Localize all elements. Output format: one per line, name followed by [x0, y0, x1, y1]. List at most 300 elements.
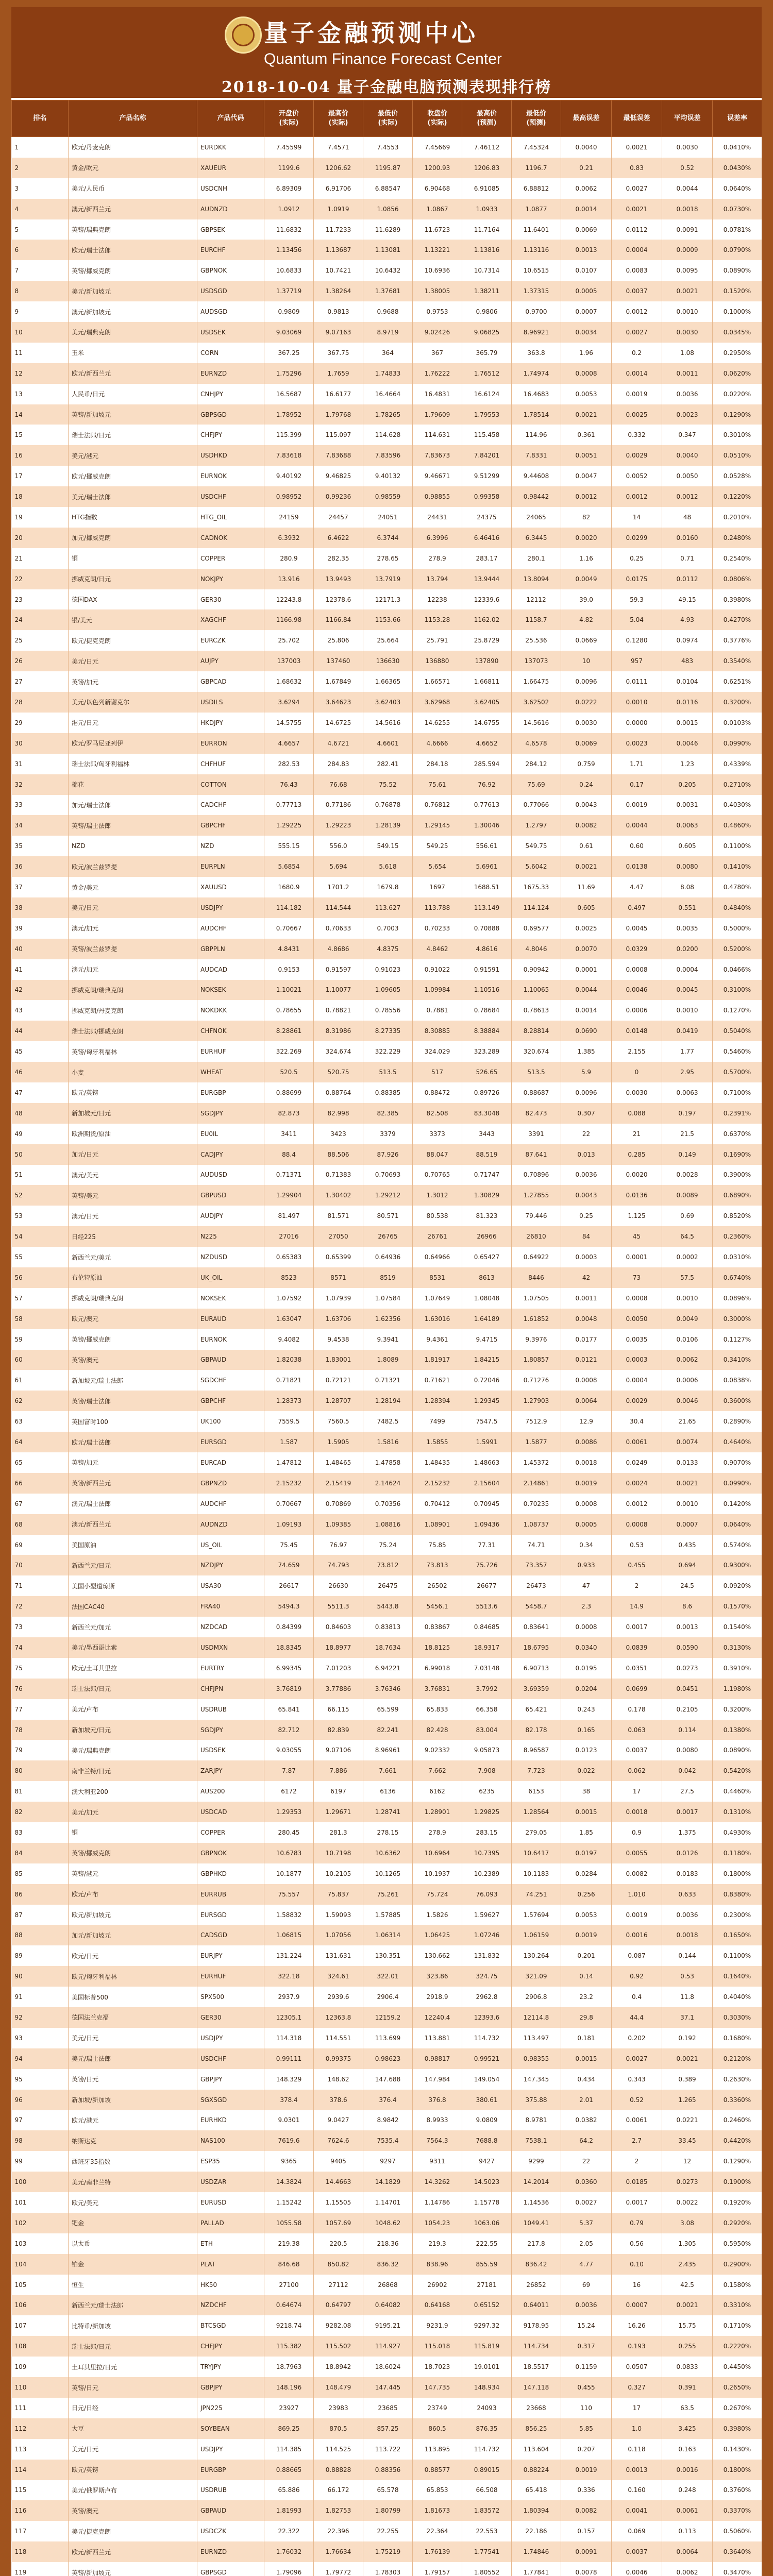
low-error-cell: 0.2	[612, 343, 662, 363]
low-forecast-cell: 8.96921	[512, 322, 561, 343]
low-error-cell: 0.0138	[612, 856, 662, 877]
product-code-cell: GBPCHF	[197, 815, 264, 836]
rank-cell: 10	[12, 322, 69, 343]
high-forecast-cell: 5.6961	[462, 856, 512, 877]
high-actual-cell: 115.502	[314, 2336, 363, 2357]
table-row	[12, 1021, 762, 1041]
close-actual-cell: 0.70233	[413, 918, 462, 939]
avg-error-cell: 0.0080	[662, 1740, 713, 1760]
product-code-cell: UK_OIL	[197, 1267, 264, 1288]
high-error-cell: 0.0049	[561, 569, 612, 589]
rank-cell: 60	[12, 1350, 69, 1370]
table-row	[12, 2048, 762, 2069]
table-row	[12, 1206, 762, 1226]
error-rate-cell: 0.4420%	[713, 2130, 762, 2151]
rank-cell: 32	[12, 774, 69, 795]
close-actual-cell: 0.76812	[413, 795, 462, 816]
close-actual-cell: 65.853	[413, 2480, 462, 2501]
product-name-cell: 人民币/日元	[69, 384, 197, 404]
high-forecast-cell: 0.65152	[462, 2295, 512, 2316]
product-code-cell: EURRUB	[197, 1884, 264, 1905]
column-header: 最低价 (预测)	[512, 100, 561, 137]
product-name-cell: 美元/俄罗斯卢布	[69, 2480, 197, 2501]
product-name-cell: 钯金	[69, 2213, 197, 2233]
high-forecast-cell: 7.84201	[462, 445, 512, 466]
high-forecast-cell: 1.77541	[462, 2541, 512, 2562]
product-code-cell: EURDKK	[197, 137, 264, 158]
high-actual-cell: 1057.69	[314, 2213, 363, 2233]
product-name-cell: 英镑/美元	[69, 1185, 197, 1206]
product-code-cell: GBPNOK	[197, 1843, 264, 1863]
rank-cell: 1	[12, 137, 69, 158]
close-actual-cell: 6.3996	[413, 528, 462, 548]
high-forecast-cell: 8613	[462, 1267, 512, 1288]
open-actual-cell: 0.9153	[264, 959, 314, 980]
low-forecast-cell: 1.57694	[512, 1905, 561, 1925]
close-actual-cell: 88.047	[413, 1144, 462, 1165]
low-actual-cell: 322.01	[363, 1966, 413, 1987]
error-rate-cell: 0.0620%	[713, 363, 762, 384]
avg-error-cell: 0.0028	[662, 1165, 713, 1185]
error-rate-cell: 0.3010%	[713, 425, 762, 445]
open-actual-cell: 6.89309	[264, 178, 314, 199]
product-code-cell: NZDCHF	[197, 2295, 264, 2316]
close-actual-cell: 75.85	[413, 1535, 462, 1555]
high-error-cell: 0.0382	[561, 2110, 612, 2131]
product-name-cell: 欧元/英镑	[69, 1082, 197, 1103]
low-actual-cell: 549.15	[363, 836, 413, 856]
open-actual-cell: 520.5	[264, 1062, 314, 1082]
high-actual-cell: 7624.6	[314, 2130, 363, 2151]
product-name-cell: 欧元/卢布	[69, 1884, 197, 1905]
low-actual-cell: 5.618	[363, 856, 413, 877]
high-forecast-cell: 222.55	[462, 2233, 512, 2254]
product-name-cell: 美元/港元	[69, 445, 197, 466]
high-actual-cell: 131.631	[314, 1945, 363, 1966]
high-error-cell: 42	[561, 1267, 612, 1288]
high-actual-cell: 1701.2	[314, 877, 363, 897]
high-actual-cell: 0.91597	[314, 959, 363, 980]
low-forecast-cell: 74.251	[512, 1884, 561, 1905]
rank-cell: 12	[12, 363, 69, 384]
table-row	[12, 2521, 762, 2541]
product-name-cell: 英镑/日元	[69, 2377, 197, 2398]
low-error-cell: 0.0019	[612, 1905, 662, 1925]
high-error-cell: 0.0082	[561, 2500, 612, 2521]
high-forecast-cell: 1.08048	[462, 1288, 512, 1309]
open-actual-cell: 0.65383	[264, 1247, 314, 1267]
product-code-cell: EURSGD	[197, 1905, 264, 1925]
product-name-cell: 美元/瑞士法郎	[69, 486, 197, 507]
table-row	[12, 507, 762, 528]
product-name-cell: 澳元/瑞士法郎	[69, 1494, 197, 1514]
open-actual-cell: 0.71371	[264, 1165, 314, 1185]
low-actual-cell: 0.64082	[363, 2295, 413, 2316]
table-row	[12, 2439, 762, 2460]
table-row	[12, 733, 762, 754]
high-actual-cell: 5.694	[314, 856, 363, 877]
error-rate-cell: 0.2920%	[713, 2213, 762, 2233]
table-row	[12, 1124, 762, 1144]
avg-error-cell: 49.15	[662, 589, 713, 610]
avg-error-cell: 0.205	[662, 774, 713, 795]
high-forecast-cell: 7688.8	[462, 2130, 512, 2151]
high-forecast-cell: 22.553	[462, 2521, 512, 2541]
product-name-cell: 欧元/瑞士法郎	[69, 240, 197, 260]
low-error-cell: 0.0021	[612, 137, 662, 158]
high-error-cell: 0.0036	[561, 1165, 612, 1185]
high-error-cell: 0.0096	[561, 1082, 612, 1103]
error-rate-cell: 0.5000%	[713, 918, 762, 939]
high-error-cell: 0.0107	[561, 260, 612, 281]
high-forecast-cell: 4.8616	[462, 939, 512, 959]
product-code-cell: EURPLN	[197, 856, 264, 877]
low-forecast-cell: 1.37315	[512, 281, 561, 301]
rank-cell: 62	[12, 1391, 69, 1411]
high-actual-cell: 9.07163	[314, 322, 363, 343]
high-actual-cell: 115.097	[314, 425, 363, 445]
product-code-cell: PALLAD	[197, 2213, 264, 2233]
table-row	[12, 2275, 762, 2295]
low-forecast-cell: 2906.8	[512, 1987, 561, 2007]
rank-cell: 79	[12, 1740, 69, 1760]
low-forecast-cell: 1675.33	[512, 877, 561, 897]
avg-error-cell: 21.65	[662, 1411, 713, 1432]
rank-cell: 95	[12, 2069, 69, 2090]
table-row	[12, 1391, 762, 1411]
open-actual-cell: 1.75296	[264, 363, 314, 384]
low-error-cell: 0.0020	[612, 1165, 662, 1185]
rank-cell: 7	[12, 260, 69, 281]
avg-error-cell: 0.0050	[662, 466, 713, 486]
avg-error-cell: 0.0590	[662, 1637, 713, 1658]
open-actual-cell: 1.587	[264, 1432, 314, 1452]
avg-error-cell: 2.435	[662, 2254, 713, 2275]
low-forecast-cell: 1.74974	[512, 363, 561, 384]
high-error-cell: 1.85	[561, 1822, 612, 1843]
low-forecast-cell: 6.90713	[512, 1658, 561, 1679]
low-error-cell: 0.0023	[612, 733, 662, 754]
low-error-cell: 14	[612, 507, 662, 528]
close-actual-cell: 5456.1	[413, 1596, 462, 1617]
open-actual-cell: 82.712	[264, 1720, 314, 1740]
rank-cell: 17	[12, 466, 69, 486]
open-actual-cell: 23927	[264, 2398, 314, 2418]
high-error-cell: 0.243	[561, 1699, 612, 1720]
error-rate-cell: 0.0220%	[713, 384, 762, 404]
column-header: 排名	[12, 100, 69, 137]
table-row	[12, 856, 762, 877]
high-actual-cell: 11.7233	[314, 219, 363, 240]
low-forecast-cell: 375.88	[512, 2090, 561, 2110]
error-rate-cell: 0.3640%	[713, 2541, 762, 2562]
product-code-cell: NOKSEK	[197, 980, 264, 1001]
high-forecast-cell: 149.054	[462, 2069, 512, 2090]
open-actual-cell: 1.79096	[264, 2562, 314, 2576]
low-forecast-cell: 11.6401	[512, 219, 561, 240]
low-actual-cell: 113.627	[363, 897, 413, 918]
product-code-cell: UK100	[197, 1411, 264, 1432]
rank-cell: 92	[12, 2007, 69, 2028]
low-error-cell: 0.0037	[612, 1740, 662, 1760]
high-error-cell: 0.0121	[561, 1350, 612, 1370]
close-actual-cell: 860.5	[413, 2418, 462, 2439]
avg-error-cell: 64.5	[662, 1226, 713, 1247]
low-error-cell: 0.0507	[612, 2357, 662, 2377]
close-actual-cell: 1.63016	[413, 1309, 462, 1329]
high-error-cell: 0.201	[561, 1945, 612, 1966]
high-error-cell: 82	[561, 507, 612, 528]
low-forecast-cell: 74.71	[512, 1535, 561, 1555]
product-name-cell: 瑞士法郎/挪威克朗	[69, 1021, 197, 1041]
table-row	[12, 1062, 762, 1082]
avg-error-cell: 2.95	[662, 1062, 713, 1082]
rank-cell: 33	[12, 795, 69, 816]
low-error-cell: 0.25	[612, 548, 662, 569]
close-actual-cell: 1.38005	[413, 281, 462, 301]
error-rate-cell: 0.4780%	[713, 877, 762, 897]
rank-cell: 86	[12, 1884, 69, 1905]
error-rate-cell: 0.1127%	[713, 1329, 762, 1350]
avg-error-cell: 15.75	[662, 2315, 713, 2336]
open-actual-cell: 10.1877	[264, 1863, 314, 1884]
table-row	[12, 2377, 762, 2398]
error-rate-cell: 0.2391%	[713, 1103, 762, 1124]
high-error-cell: 0.0360	[561, 2172, 612, 2192]
close-actual-cell: 11.6723	[413, 219, 462, 240]
low-forecast-cell: 0.70896	[512, 1165, 561, 1185]
open-actual-cell: 65.841	[264, 1699, 314, 1720]
high-actual-cell: 1.07056	[314, 1925, 363, 1945]
high-error-cell: 0.0019	[561, 1473, 612, 1494]
low-error-cell: 0.0055	[612, 1843, 662, 1863]
low-actual-cell: 8.9719	[363, 322, 413, 343]
low-forecast-cell: 1.28564	[512, 1802, 561, 1822]
high-error-cell: 0.0053	[561, 384, 612, 404]
product-name-cell: 英镑/挪威克朗	[69, 1843, 197, 1863]
avg-error-cell: 0.0064	[662, 2541, 713, 2562]
product-name-cell: 英镑/澳元	[69, 2500, 197, 2521]
product-code-cell: USDCNH	[197, 178, 264, 199]
low-actual-cell: 24051	[363, 507, 413, 528]
error-rate-cell: 0.1290%	[713, 2151, 762, 2172]
close-actual-cell: 9311	[413, 2151, 462, 2172]
error-rate-cell: 0.3470%	[713, 2562, 762, 2576]
high-actual-cell: 12378.6	[314, 589, 363, 610]
rank-cell: 61	[12, 1370, 69, 1391]
low-forecast-cell: 1.61852	[512, 1309, 561, 1329]
high-actual-cell: 7.4571	[314, 137, 363, 158]
product-name-cell: 加元/新加坡元	[69, 1925, 197, 1945]
product-name-cell: 美元/瑞士法郎	[69, 2048, 197, 2069]
rank-cell: 102	[12, 2213, 69, 2233]
rank-cell: 68	[12, 1514, 69, 1535]
product-name-cell: 新加坡/新加坡	[69, 2090, 197, 2110]
error-rate-cell: 0.5420%	[713, 1760, 762, 1781]
product-code-cell: CHFHUF	[197, 754, 264, 774]
open-actual-cell: 131.224	[264, 1945, 314, 1966]
avg-error-cell: 0.0021	[662, 1473, 713, 1494]
low-actual-cell: 0.71321	[363, 1370, 413, 1391]
table-row	[12, 1411, 762, 1432]
high-error-cell: 0.022	[561, 1760, 612, 1781]
error-rate-cell: 0.0730%	[713, 199, 762, 219]
high-error-cell: 0.0007	[561, 301, 612, 322]
open-actual-cell: 18.7963	[264, 2357, 314, 2377]
low-actual-cell: 513.5	[363, 1062, 413, 1082]
high-error-cell: 0.0123	[561, 1740, 612, 1760]
rank-cell: 49	[12, 1124, 69, 1144]
high-actual-cell: 870.5	[314, 2418, 363, 2439]
high-actual-cell: 850.82	[314, 2254, 363, 2275]
close-actual-cell: 73.813	[413, 1555, 462, 1575]
low-forecast-cell: 1.27855	[512, 1185, 561, 1206]
close-actual-cell: 75.61	[413, 774, 462, 795]
product-code-cell: SGDJPY	[197, 1720, 264, 1740]
high-actual-cell: 0.99236	[314, 486, 363, 507]
product-name-cell: 玉米	[69, 343, 197, 363]
high-forecast-cell: 6.46416	[462, 528, 512, 548]
product-name-cell: NZD	[69, 836, 197, 856]
product-code-cell: EURSGD	[197, 1432, 264, 1452]
table-row	[12, 1740, 762, 1760]
low-actual-cell: 12159.2	[363, 2007, 413, 2028]
error-rate-cell: 0.0890%	[713, 1740, 762, 1760]
table-row	[12, 1432, 762, 1452]
error-rate-cell: 0.2120%	[713, 2048, 762, 2069]
rank-cell: 13	[12, 384, 69, 404]
low-forecast-cell: 10.1183	[512, 1863, 561, 1884]
product-code-cell: JPN225	[197, 2398, 264, 2418]
low-actual-cell: 278.65	[363, 548, 413, 569]
low-actual-cell: 26475	[363, 1575, 413, 1596]
rank-cell: 28	[12, 692, 69, 713]
low-forecast-cell: 75.69	[512, 774, 561, 795]
low-error-cell: 0.0148	[612, 1021, 662, 1041]
high-actual-cell: 24457	[314, 507, 363, 528]
product-name-cell: 英镑/新西兰元	[69, 1473, 197, 1494]
low-forecast-cell: 114.734	[512, 2336, 561, 2357]
close-actual-cell: 0.91022	[413, 959, 462, 980]
high-actual-cell: 1.38264	[314, 281, 363, 301]
table-row	[12, 2192, 762, 2213]
product-code-cell: EURTRY	[197, 1658, 264, 1679]
rank-cell: 30	[12, 733, 69, 754]
product-name-cell: 新加坡元/瑞士法郎	[69, 1370, 197, 1391]
table-row	[12, 486, 762, 507]
low-actual-cell: 1195.87	[363, 158, 413, 178]
high-error-cell: 0.0064	[561, 1391, 612, 1411]
high-error-cell: 0.0177	[561, 1329, 612, 1350]
table-body	[12, 137, 762, 2576]
table-row	[12, 1555, 762, 1575]
high-actual-cell: 284.83	[314, 754, 363, 774]
product-name-cell: 英镑/新加坡元	[69, 2562, 197, 2576]
close-actual-cell: 10.6936	[413, 260, 462, 281]
low-forecast-cell: 114.96	[512, 425, 561, 445]
low-error-cell: 957	[612, 651, 662, 671]
low-error-cell: 0.0027	[612, 178, 662, 199]
error-rate-cell: 0.0345%	[713, 322, 762, 343]
table-row	[12, 260, 762, 281]
error-rate-cell: 0.3760%	[713, 2480, 762, 2501]
close-actual-cell: 115.018	[413, 2336, 462, 2357]
high-actual-cell: 22.396	[314, 2521, 363, 2541]
high-forecast-cell: 113.149	[462, 897, 512, 918]
product-name-cell: 美元/新加坡元	[69, 281, 197, 301]
high-forecast-cell: 26677	[462, 1575, 512, 1596]
table-row	[12, 1925, 762, 1945]
low-error-cell: 0.0017	[612, 2192, 662, 2213]
high-actual-cell: 9.46825	[314, 466, 363, 486]
product-code-cell: USDRUB	[197, 2480, 264, 2501]
low-actual-cell: 0.76878	[363, 795, 413, 816]
low-error-cell: 0.0008	[612, 959, 662, 980]
avg-error-cell: 0.0015	[662, 713, 713, 733]
product-code-cell: GBPNZD	[197, 1473, 264, 1494]
rank-cell: 97	[12, 2110, 69, 2131]
high-error-cell: 0.0082	[561, 815, 612, 836]
low-forecast-cell: 3391	[512, 1124, 561, 1144]
product-name-cell: 布伦特原油	[69, 1267, 197, 1288]
low-error-cell: 0.087	[612, 1945, 662, 1966]
open-actual-cell: 0.64674	[264, 2295, 314, 2316]
low-actual-cell: 9297	[363, 2151, 413, 2172]
avg-error-cell: 8.6	[662, 1596, 713, 1617]
product-code-cell: GBPCAD	[197, 671, 264, 692]
high-error-cell: 0.0047	[561, 466, 612, 486]
product-name-cell: 澳元/新加坡元	[69, 301, 197, 322]
low-error-cell: 0.0007	[612, 2295, 662, 2316]
rank-cell: 104	[12, 2254, 69, 2275]
high-actual-cell: 6197	[314, 1781, 363, 1802]
high-actual-cell: 6.4622	[314, 528, 363, 548]
product-name-cell: 欧元/匈牙利福林	[69, 1966, 197, 1987]
open-actual-cell: 1.29225	[264, 815, 314, 836]
rank-cell: 20	[12, 528, 69, 548]
low-forecast-cell: 9.3976	[512, 1329, 561, 1350]
high-forecast-cell: 1.0933	[462, 199, 512, 219]
low-forecast-cell: 14.5616	[512, 713, 561, 733]
product-name-cell: 日经225	[69, 1226, 197, 1247]
avg-error-cell: 0.0018	[662, 1925, 713, 1945]
avg-error-cell: 0.0200	[662, 939, 713, 959]
low-forecast-cell: 836.42	[512, 2254, 561, 2275]
table-row	[12, 1679, 762, 1699]
table-row	[12, 2336, 762, 2357]
low-error-cell: 0.0044	[612, 815, 662, 836]
high-error-cell: 0.0284	[561, 1863, 612, 1884]
high-error-cell: 0.0053	[561, 1905, 612, 1925]
high-error-cell: 0.0669	[561, 630, 612, 651]
close-actual-cell: 16.4831	[413, 384, 462, 404]
product-code-cell: CNHJPY	[197, 384, 264, 404]
low-error-cell: 17	[612, 1781, 662, 1802]
avg-error-cell: 1.23	[662, 754, 713, 774]
product-name-cell: 新加坡元/日元	[69, 1103, 197, 1124]
avg-error-cell: 0.0046	[662, 733, 713, 754]
high-actual-cell: 88.506	[314, 1144, 363, 1165]
avg-error-cell: 0.0273	[662, 1658, 713, 1679]
table-row	[12, 343, 762, 363]
high-error-cell: 0.0051	[561, 445, 612, 466]
low-forecast-cell: 321.09	[512, 1966, 561, 1987]
table-row	[12, 2295, 762, 2316]
high-actual-cell: 0.77186	[314, 795, 363, 816]
rank-cell: 87	[12, 1905, 69, 1925]
product-code-cell: GER30	[197, 589, 264, 610]
error-rate-cell: 0.4030%	[713, 795, 762, 816]
